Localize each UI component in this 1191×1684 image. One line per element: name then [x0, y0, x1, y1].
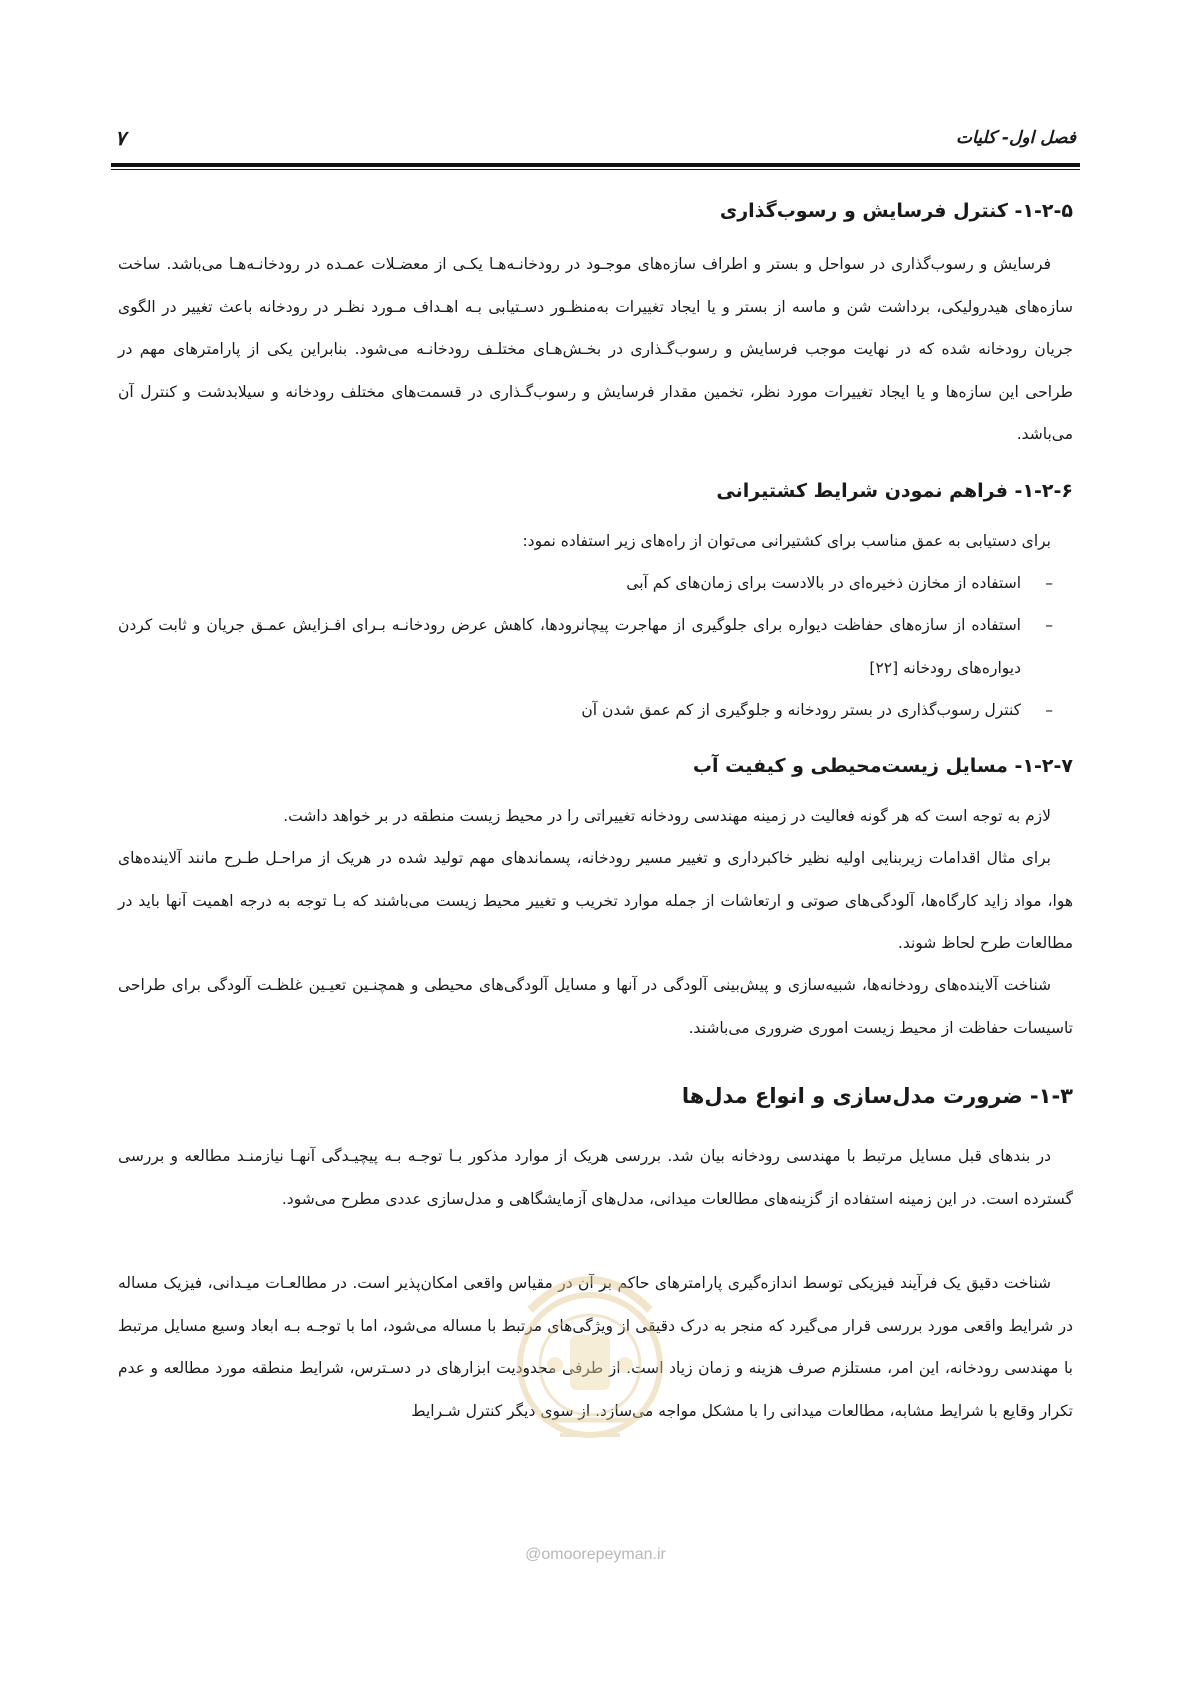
section-heading-1-2-5: ۱-۲-۵- کنترل فرسایش و رسوب‌گذاری	[719, 200, 1073, 222]
section-heading-1-2-7: ۱-۲-۷- مسایل زیست‌محیطی و کیفیت آب	[692, 755, 1073, 777]
chapter-title: فصل اول- کلیات	[956, 128, 1076, 148]
dash-bullet: –	[1045, 574, 1053, 592]
header-rule	[111, 163, 1080, 170]
paragraph-environment-3: شناخت آلاینده‌های رودخانه‌ها، شبیه‌سازی و پیش‌بینی آلودگی در آنها و مسایل آلودگی‌های محیطی و همچنـین تعیـین غلظـت آلودگی برای طراحی تاسیسات حفاظت از محیط زیست اموری ضروری می‌باشند.	[118, 976, 1073, 1037]
list-item	[118, 604, 1073, 689]
running-header	[115, 128, 1076, 158]
paragraph-environment-2: برای مثال اقدامات زیربنایی اولیه نظیر خاکبرداری و تغییر مسیر رودخانه، پسماندهای مهم تولید شده در هریک از مراحـل طـرح مانند آلاینده‌های هوا، مواد زاید کارگاه‌ها، آلودگی‌های صوتی و ارتعاشات از جمله موارد تخریب و تغییر محیط زیست می‌باشند که بـا توجه به درجه اهمیت آنها باید در مطالعات طرح لحاظ شوند.	[118, 849, 1073, 952]
list-item-text: کنترل رسوب‌گذاری در بستر رودخانه و جلوگیری از کم عمق شدن آن	[581, 701, 1021, 719]
section-heading-1-3: ۱-۳- ضرورت مدل‌سازی و انواع مدل‌ها	[681, 1084, 1073, 1108]
dash-bullet: –	[1045, 701, 1053, 719]
paragraph-environment-1: لازم به توجه است که هر گونه فعالیت در زمینه مهندسی رودخانه تغییراتی را در محیط زیست منطقه در بر خواهد داشت.	[283, 807, 1051, 825]
page-number: ۷	[115, 126, 126, 150]
watermark-url: @omoorepeyman.ir	[525, 1546, 666, 1563]
dash-bullet: –	[1045, 616, 1053, 634]
paragraph-modeling-2: شناخت دقیق یک فرآیند فیزیکی توسط اندازه‌گیری پارامترهای حاکم بر آن در مقیاس واقعی امکان‌پذیر است. در مطالعـات میـدانی، فیزیک مساله در شرایط واقعی مورد بررسی قرار می‌گیرد که منجر به درک دقیقی از ویژگی‌های مرتبط با مساله می‌شود، اما با توجـه بـه ابعاد وسیع مسایل مرتبط با مهندسی رودخانه، این امر، مستلزم صرف هزینه و زمان زیاد است. از طرفی محدودیت ابزارهای در دسـترس، شرایط منطقه مورد مطالعه و عدم تکرار وقایع با شرایط مشابه، مطالعات میدانی را با مشکل مواجه می‌سازد. از سوی دیگر کنترل شـرایط	[118, 1274, 1073, 1420]
list-item-text: استفاده از سازه‌های حفاظت دیواره برای جلوگیری از مهاجرت پیچانرودها، کاهش عرض رودخانـه بـرای افـزایش عمـق جریان و ثابت کردن دیواره‌های رودخانه [۲۲]	[118, 616, 1021, 677]
paragraph-erosion: فرسایش و رسوب‌گذاری در سواحل و بستر و اطراف سازه‌های موجـود در رودخانـه‌هـا یکـی از معضـلات عمـده در رودخانـه‌هـا می‌باشد. ساخت سازه‌های هیدرولیکی، برداشت شن و ماسه از بستر و یا ایجاد تغییرات به‌منظـور دسـتیابی بـه اهـداف مـورد نظـر در رودخانه باعث تغییر در الگوی جریان رودخانه شده که در نهایت موجب فرسایش و رسوب‌گـذاری در بخـش‌هـای مختلـف رودخانـه می‌شود. بنابراین یکی از پارامترهای مهم در طراحی این سازه‌ها و یا ایجاد تغییرات مورد نظر، تخمین مقدار فرسایش و رسوب‌گـذاری در قسمت‌های مختلف رودخانه و سیلابدشت و کنترل آن می‌باشد.	[118, 255, 1073, 443]
section-heading-1-2-6: ۱-۲-۶- فراهم نمودن شرایط کشتیرانی	[716, 480, 1073, 502]
list-item-text: استفاده از مخازن ذخیره‌ای در بالادست برای زمان‌های کم آبی	[626, 574, 1021, 592]
list-item	[118, 689, 1073, 732]
list-item	[118, 562, 1073, 605]
paragraph-modeling-1: در بندهای قبل مسایل مرتبط با مهندسی رودخانه بیان شد. بررسی هریک از موارد مذکور بـا توجـه بـه پیچیـدگی آنهـا نیازمنـد مطالعه و بررسی گسترده است. در این زمینه استفاده از گزینه‌های مطالعات میدانی، مدل‌های آزمایشگاهی و مدل‌سازی عددی مطرح می‌شود.	[118, 1147, 1073, 1208]
paragraph-navigation-intro: برای دستیابی به عمق مناسب برای کشتیرانی می‌توان از راه‌های زیر استفاده نمود:	[522, 532, 1051, 550]
